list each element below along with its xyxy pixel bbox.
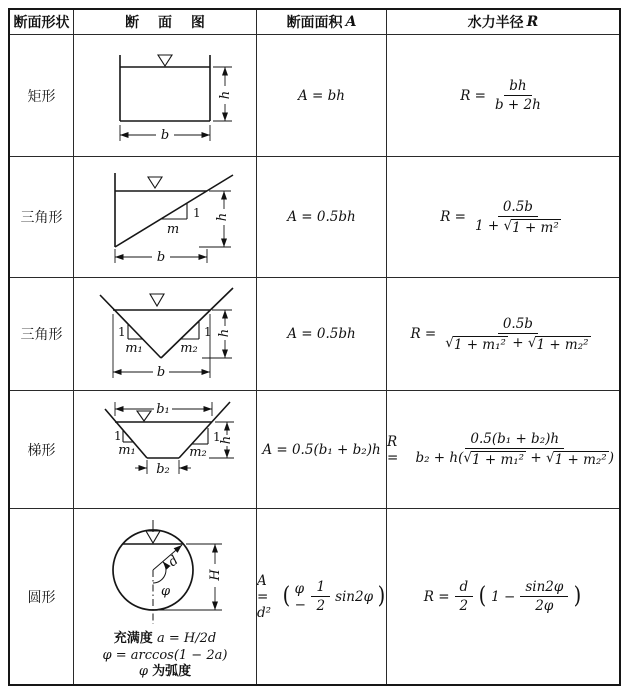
square-root: [528, 336, 591, 353]
water-surface-icon: [158, 55, 172, 66]
close-paren: ): [377, 583, 386, 610]
row-5-area-cell: [257, 509, 387, 684]
slope-label-m1: m₁: [118, 442, 136, 458]
formula-text: A = 0.5bh: [287, 209, 356, 225]
shape-name: 三角形: [20, 210, 63, 226]
circle-section-diagram: [75, 512, 255, 630]
fraction: [455, 579, 474, 614]
water-surface-icon: [137, 411, 151, 421]
dim-label-b2: b₂: [156, 461, 170, 477]
open-paren: (: [282, 583, 290, 610]
fraction: [491, 78, 545, 113]
water-surface-icon: [146, 531, 160, 543]
row-3-area-cell: [257, 278, 387, 391]
slope-label-one-left: 1: [114, 428, 122, 443]
dim-label-b: b: [156, 250, 166, 265]
formula-text: A = bh: [298, 87, 345, 104]
row-4-shape-label: [10, 391, 74, 509]
fraction-denominator: 2: [459, 598, 469, 614]
square-root: [445, 336, 508, 353]
row-2-area-cell: [257, 157, 387, 278]
row-2-shape-label: [10, 157, 74, 278]
row-4-hydraulic-radius-cell: [387, 391, 619, 509]
dim-label-b: b: [160, 127, 170, 143]
area-formula: [298, 88, 345, 104]
shape-name: 梯形: [27, 442, 56, 459]
hydraulic-radius-formula: [460, 78, 546, 113]
radicand: 1 + m²: [512, 219, 559, 236]
header-label: 断面面积: [286, 15, 343, 31]
formula-term: φ −: [294, 580, 306, 613]
dim-label-H: H: [208, 568, 223, 581]
row-2-diagram-cell: [74, 157, 257, 278]
header-variable-R: R: [526, 14, 539, 30]
area-formula: [287, 326, 355, 342]
fraction-numerator: 0.5(b₁ + b₂)h: [465, 431, 564, 449]
fill-ratio-note: [103, 631, 228, 648]
slope-label-m2: m₂: [180, 341, 198, 356]
header-variable-A: A: [345, 14, 357, 30]
formula-text: A = 0.5(b₁ + b₂)h: [262, 441, 381, 458]
area-formula: [287, 209, 355, 225]
header-label: 断 面 图: [125, 15, 212, 31]
radical-sign: √: [463, 450, 472, 466]
dim-label-h: h: [217, 328, 232, 338]
dim-label-b1: b₁: [156, 401, 170, 417]
fraction: [311, 579, 330, 614]
area-formula: [262, 442, 380, 458]
fraction-numerator: sin2φ: [520, 579, 568, 597]
fraction: [520, 579, 568, 614]
slope-label-m1: m₁: [125, 341, 143, 356]
formula-lhs: R =: [440, 209, 466, 225]
header-label: 断面形状: [13, 15, 70, 31]
header-section-diagram: [74, 10, 257, 35]
den-middle: +: [507, 334, 528, 351]
slope-label-one: 1: [193, 206, 201, 220]
v-triangle-section-diagram: [75, 278, 255, 390]
fraction-numerator: 0.5b: [498, 316, 538, 334]
row-5-hydraulic-radius-cell: [387, 509, 619, 684]
header-section-shape: [10, 10, 74, 35]
den-middle: +: [526, 450, 546, 466]
fraction-denominator: [471, 217, 565, 236]
row-3-hydraulic-radius-cell: [387, 278, 619, 391]
row-1-shape-label: [10, 35, 74, 157]
dim-label-h: h: [218, 90, 233, 99]
fraction-denominator: b + 2h: [494, 97, 541, 113]
close-paren: ): [573, 583, 582, 610]
note-math: φ = arccos(1 − 2a): [102, 647, 228, 663]
note-zh: 为弧度: [152, 664, 192, 680]
row-5-diagram-cell: [74, 509, 257, 684]
den-suffix: ): [608, 450, 614, 466]
rectangle-outline: [120, 55, 210, 121]
formula-lhs: R =: [410, 326, 437, 342]
hydraulic-radius-formula: [424, 579, 583, 614]
phi-radian-note: [103, 664, 228, 681]
square-root: [503, 219, 560, 236]
fraction-numerator: 0.5b: [498, 199, 538, 217]
area-formula: [257, 573, 386, 621]
v-triangle-outline: [100, 288, 233, 358]
dim-label-h: h: [215, 212, 230, 222]
slope-label-one-right: 1: [213, 429, 221, 444]
row-1-area-cell: [257, 35, 387, 157]
fraction: [441, 316, 594, 353]
fraction: [471, 199, 565, 236]
circle-diagram-notes: [103, 631, 228, 682]
formula-lhs: R =: [423, 588, 450, 605]
radicand: 1 + m₁²: [471, 452, 525, 468]
slope-label-one-right: 1: [204, 325, 212, 339]
fraction-numerator: 1: [311, 579, 330, 597]
shape-name: 矩形: [27, 88, 56, 105]
row-5-shape-label: [10, 509, 74, 684]
open-paren: (: [478, 583, 487, 610]
row-4-area-cell: [257, 391, 387, 509]
header-hydraulic-radius: [387, 10, 619, 35]
header-section-area: [257, 10, 387, 35]
hydraulic-radius-formula: [387, 431, 619, 468]
den-prefix: b₂ + h(: [415, 450, 464, 466]
trapezoid-section-diagram: [75, 394, 255, 506]
row-1-diagram-cell: [74, 35, 257, 157]
formula-lhs: A = d²: [257, 572, 272, 621]
den-prefix: 1 +: [474, 217, 504, 234]
fraction-numerator: bh: [504, 78, 531, 96]
formula-term: 1 −: [491, 588, 516, 605]
slope-label-m: m: [166, 222, 180, 237]
slope-label-m2: m₂: [189, 444, 207, 460]
water-surface-icon: [150, 294, 164, 306]
fraction-denominator: 2φ: [535, 598, 554, 614]
slope-label-one-left: 1: [118, 325, 126, 339]
row-3-shape-label: [10, 278, 74, 391]
water-surface-icon: [148, 177, 162, 188]
header-label: 水力半径: [467, 15, 524, 31]
fraction-denominator: [441, 334, 594, 353]
note-math: a = H/2d: [156, 630, 217, 646]
formula-lhs: R =: [387, 433, 399, 466]
dim-label-h: h: [219, 435, 234, 444]
fraction: [411, 431, 618, 468]
angle-label-phi: φ: [161, 583, 171, 599]
phi-definition-note: [103, 648, 228, 665]
shape-name: 三角形: [20, 327, 63, 343]
square-root: [546, 451, 609, 468]
triangle-section-diagram: [75, 161, 255, 273]
radical-sign: √: [527, 334, 537, 351]
fraction-denominator: 2: [316, 598, 326, 614]
square-root: [463, 451, 526, 468]
fraction-numerator: d: [455, 579, 474, 597]
radicand: 1 + m₂²: [536, 336, 589, 353]
radicand: 1 + m₁²: [453, 336, 506, 353]
dim-label-d: d: [165, 552, 182, 570]
section-properties-table: [8, 8, 621, 686]
fraction-denominator: [411, 449, 618, 468]
radicand: 1 + m₂²: [554, 452, 607, 468]
radical-sign: √: [503, 217, 513, 234]
shape-name: 圆形: [27, 589, 56, 606]
row-3-diagram-cell: [74, 278, 257, 391]
note-zh: 充满度: [113, 630, 153, 646]
formula-term: sin2φ: [335, 588, 374, 605]
formula-lhs: R =: [460, 87, 486, 104]
hydraulic-radius-formula: [410, 316, 595, 353]
note-math: φ: [138, 664, 148, 680]
dim-label-b: b: [156, 365, 166, 380]
row-4-diagram-cell: [74, 391, 257, 509]
formula-text: A = 0.5bh: [287, 326, 356, 342]
row-1-hydraulic-radius-cell: [387, 35, 619, 157]
radical-sign: √: [546, 450, 555, 466]
radical-sign: √: [445, 334, 454, 351]
rectangle-section-diagram: [75, 41, 255, 151]
hydraulic-radius-formula: [440, 199, 566, 236]
row-2-hydraulic-radius-cell: [387, 157, 619, 278]
